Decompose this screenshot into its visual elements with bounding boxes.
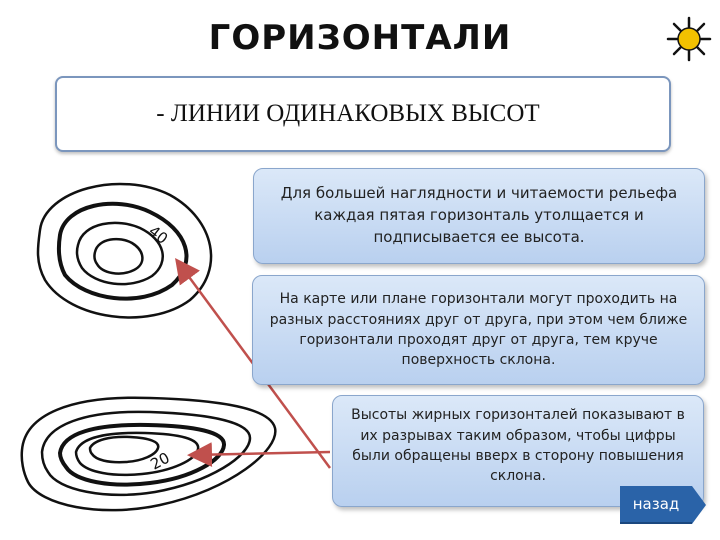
back-button[interactable]: назад (620, 486, 692, 524)
callout-contour-labels-text: Высоты жирных горизонталей показывают в их разрывах таким образом, чтобы цифры были обращены вверх в сторону повышения склона. (351, 407, 685, 485)
contour-top-inner (94, 239, 142, 273)
callout-bold-contours (253, 168, 705, 264)
callout-contour-spacing (252, 275, 705, 385)
contour-bottom-4 (76, 433, 198, 475)
callout-contour-spacing-text: На карте или плане горизонтали могут проходить на разных расстояниях друг от друга, при этом чем ближе горизонтали проходят друг от друга, тем круче поверхность склона. (269, 291, 688, 369)
callout-bold-contours-text: Для большей наглядности и читаемости рельефа каждая пятая горизонталь утолщается и подписывается ее высота. (280, 184, 678, 246)
arrow-to-bottom-contour (192, 452, 330, 455)
contour-label-top: 40 (145, 221, 172, 248)
definition-text: - ЛИНИИ ОДИНАКОВЫХ ВЫСОТ (156, 100, 540, 127)
contour-label-bottom: 20 (147, 448, 173, 474)
slide-title: ГОРИЗОНТАЛИ (208, 18, 512, 58)
